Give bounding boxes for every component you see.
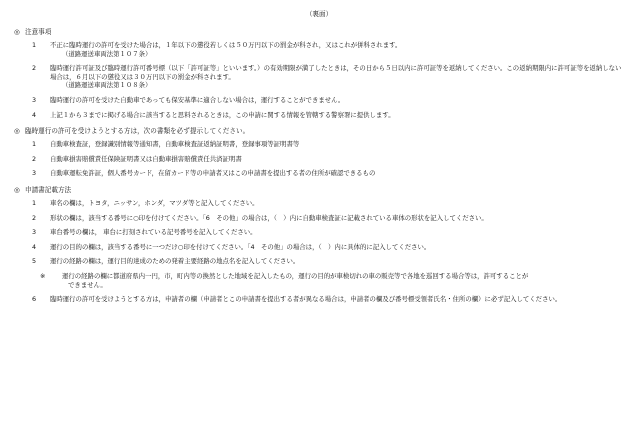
list-item [14,169,624,178]
list-item [14,111,624,120]
section-title-text: 臨時運行の許可を受けようとする方は，次の書類を必ず提示してください。 [25,127,250,136]
item-text: 車台番号の欄は， 車台に打刻されている記号番号を記入してください。 [50,228,257,237]
list-item [14,41,624,58]
item-number: 2 [32,213,37,222]
double-circle-icon: ◎ [14,127,20,136]
item-number: 3 [32,228,37,237]
list-item [14,295,624,304]
note-text: 運行の経路の欄に都道府県内一円，市，町内等の換然とした地域を記入したもの，運行の目的が車検切れの車の販売等で各地を巡回する場合等は，許可することが [62,271,529,280]
item-number: 1 [32,41,37,49]
item-sub: （道路運送車両法第１０８条） [62,81,152,90]
item-text: 自動車運転免許証，個人番号カード，在留カード等の申請者又はこの申請書を提出する者の住所が確認できるもの [50,169,376,178]
item-number: 5 [32,257,37,266]
double-circle-icon: ◎ [14,28,20,36]
section-title [14,127,624,136]
item-number: 1 [32,198,37,207]
section-required-documents [14,127,624,178]
reference-mark-icon: ※ [40,271,46,280]
item-text: 形状の欄は，該当する番号に○印を付けてください。「6 その他」の場合は，（ ）内に自動車検査証に記載されている車体の形状を記入してください。 [50,213,488,222]
list-item [14,96,624,105]
item-number: 2 [32,154,37,163]
item-text: 運行の目的の欄は，該当する番号に一つだけ○印を付けてください。「4 その他」の場合は，（ ）内に具体的に記入してください。 [50,242,431,251]
item-number: 4 [32,110,37,119]
item-text: 車名の欄は，トヨタ，ニッサン，ホンダ，マツダ等と記入してください。 [50,198,259,207]
section-how-to-fill [14,186,624,304]
note-continuation: できません。 [68,280,107,289]
list-item [14,243,624,252]
item-number: 1 [32,140,37,149]
item-text: 自動車検査証，登録識別情報等通知書，自動車検査証返納証明書，登録事項等証明書等 [50,140,300,149]
section-title [14,186,624,195]
double-circle-icon: ◎ [14,185,20,194]
item-number: 3 [32,169,37,178]
section-title-text: 注意事項 [25,28,52,36]
list-item [14,228,624,237]
item-sub: （道路運送車両法第１０７条） [62,49,152,58]
list-item [14,155,624,164]
item-text: 運行の経路の欄は，運行目的達成のための発着主要経路の地点名を記入してください。 [50,257,300,266]
section-notes [14,28,624,119]
item-number: 2 [32,64,37,73]
section-title-text: 申請書記載方法 [25,185,72,194]
item-text: 自動車損害賠償責任保険証明書又は自動車損害賠償責任共済証明書 [50,154,242,163]
section-title [14,28,624,37]
item-text: 上記１から３までに掲げる場合に該当すると思料されるときは，この申請に関する情報を管轄する警察署に提供します。 [50,110,395,119]
page-header: （裏面） [305,10,333,18]
note-item [14,272,624,289]
item-text: 臨時運行許可証及び臨時運行許可番号標（以下「許可証等」といいます。）の有効期限が満了したときは，その日から５日以内に許可証等を返納してください。この返納期限内に許可証等を返納しない場合は，６月以下の懲役又は３０万円以下の罰金が科されます。 [50,64,622,81]
list-item [14,214,624,223]
list-item [14,257,624,266]
item-text: 臨時運行の許可を受けようとする方は，申請者の欄（申請者とこの申請書を提出する者が異なる場合は，申請者の欄及び番号標受領者氏名・住所の欄）に必ず記入してください。 [50,295,562,304]
list-item [14,199,624,208]
list-item [14,140,624,149]
item-number: 3 [32,95,37,104]
item-text: 臨時運行の許可を受けた自動車であっても保安基準に適合しない場合は，運行することができません。 [50,95,345,104]
list-item [14,64,624,90]
item-text: 不正に臨時運行の許可を受けた場合は，１年以下の懲役若しくは５０万円以下の罰金が科され，又はこれが併科されます。 [50,41,402,49]
item-number: 4 [32,242,37,251]
item-number: 6 [32,295,37,304]
